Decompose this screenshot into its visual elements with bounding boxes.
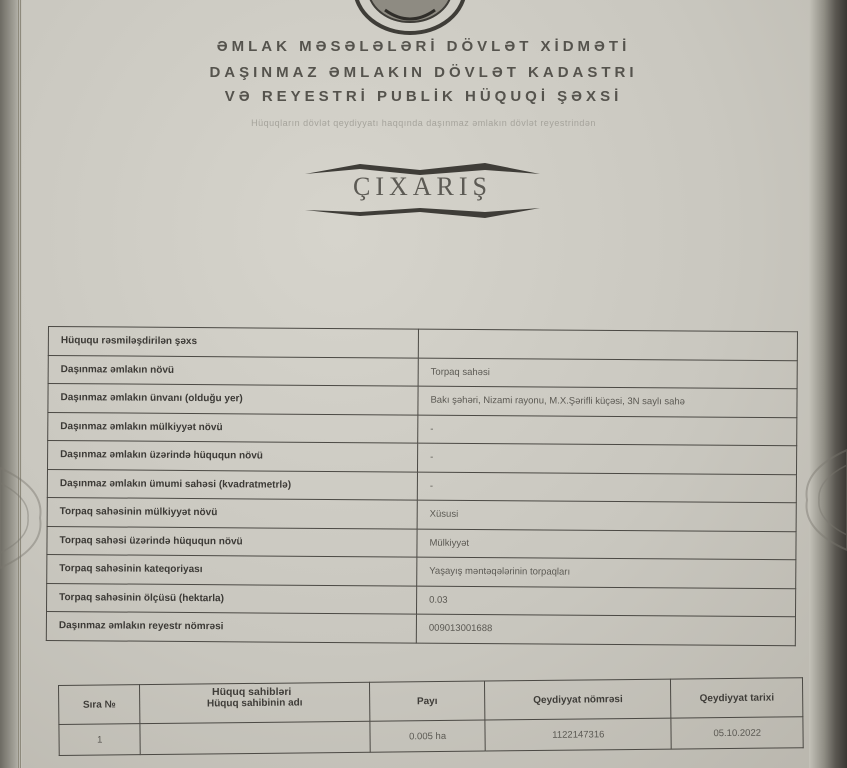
- info-label: Torpaq sahəsi üzərində hüququn növü: [47, 526, 417, 557]
- state-emblem-icon: [350, 0, 470, 35]
- info-value: -: [418, 415, 797, 446]
- owners-cell: 05.10.2022: [671, 717, 803, 749]
- info-value: 0.03: [416, 586, 795, 617]
- owners-cell: 1: [59, 724, 141, 756]
- info-label: Daşınmaz əmlakın ümumi sahəsi (kvadratmetrlə): [47, 469, 417, 500]
- owners-column-header: Qeydiyyat tarixi: [671, 678, 803, 718]
- info-value: Mülkiyyət: [417, 529, 796, 560]
- header-line-3: VƏ REYESTRİ PUBLİK HÜQUQİ ŞƏXSİ: [224, 88, 623, 105]
- owners-column-header: Hüquq sahibinin adı: [140, 682, 370, 723]
- info-label: Daşınmaz əmlakın üzərində hüququn növü: [48, 441, 418, 472]
- info-value: 009013001688: [416, 614, 795, 645]
- owners-cell: [140, 721, 370, 754]
- document-title: ÇIXARIŞ: [352, 172, 492, 201]
- owners-table: [58, 677, 804, 756]
- info-label: Daşınmaz əmlakın növü: [48, 355, 418, 386]
- info-value: Xüsusi: [417, 500, 796, 531]
- owners-cell: 1122147316: [485, 718, 671, 751]
- owners-column-header: Sıra №: [59, 685, 141, 725]
- info-label: Torpaq sahəsinin kateqoriyası: [47, 554, 417, 585]
- info-label: Daşınmaz əmlakın ünvanı (olduğu yer): [48, 384, 418, 415]
- info-value: Bakı şəhəri, Nizami rayonu, M.X.Şərifli küçəsi, 3N saylı sahə: [418, 386, 797, 417]
- property-info-table: [46, 326, 798, 646]
- info-label: Torpaq sahəsinin ölçüsü (hektarla): [47, 583, 417, 614]
- info-label: Daşınmaz əmlakın mülkiyyət növü: [48, 412, 418, 443]
- info-value: [418, 329, 797, 360]
- info-label: Daşınmaz əmlakın reyestr nömrəsi: [46, 611, 416, 642]
- header-line-1: ƏMLAK MƏSƏLƏLƏRİ DÖVLƏT XİDMƏTİ: [216, 38, 631, 55]
- info-row: [46, 611, 795, 645]
- guilloche-ornament-right: [792, 440, 847, 560]
- owners-column-header: Payı: [369, 681, 485, 721]
- info-label: Hüququ rəsmiləşdirilən şəxs: [48, 327, 418, 358]
- owners-column-header: Qeydiyyat nömrəsi: [485, 679, 672, 720]
- owners-title: Hüquq sahibləri: [212, 686, 292, 698]
- background-right-edge: [809, 0, 847, 768]
- info-label: Torpaq sahəsinin mülkiyyət növü: [47, 497, 417, 528]
- info-value: -: [417, 443, 796, 474]
- header-line-2: DAŞINMAZ ƏMLAKIN DÖVLƏT KADASTRI: [209, 64, 638, 81]
- info-value: -: [417, 472, 796, 503]
- info-value: Yaşayış məntəqələrinin torpaqları: [417, 557, 796, 588]
- header-subtitle: Hüquqların dövlət qeydiyyatı haqqında daşınmaz əmlakın dövlət reyestrindən: [251, 118, 596, 128]
- info-value: Torpaq sahəsi: [418, 358, 797, 389]
- owners-cell: 0.005 ha: [370, 720, 486, 752]
